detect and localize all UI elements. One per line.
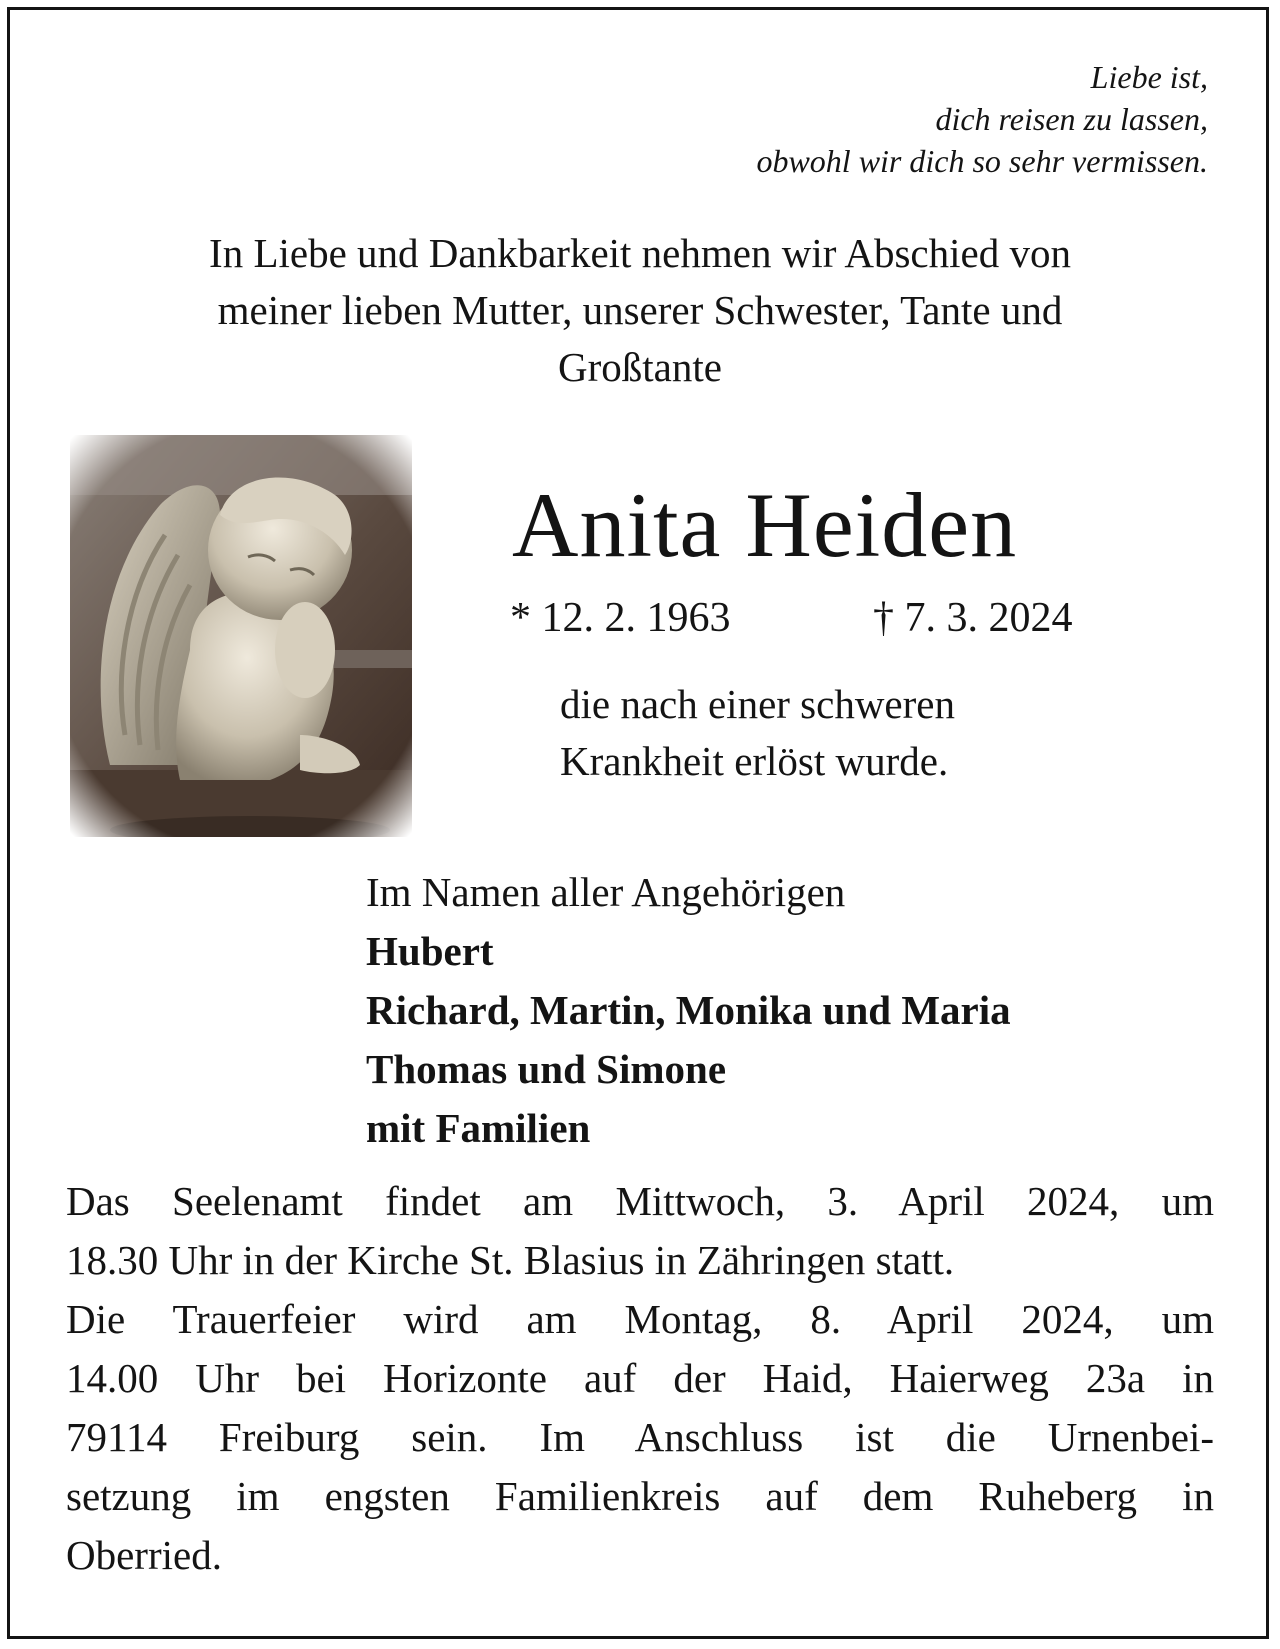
intro-line: Großtante (558, 344, 722, 390)
subtitle-line: Krankheit erlöst wurde. (560, 738, 949, 784)
subtitle-line: die nach einer schweren (560, 681, 955, 727)
service-details (66, 1172, 1214, 1585)
signer-name: Hubert (366, 928, 494, 974)
service-line: 79114 Freiburg sein. Im Anschluss ist die Urnenbei- (66, 1414, 1214, 1460)
intro-line: In Liebe und Dankbarkeit nehmen wir Abschied von (209, 230, 1071, 276)
service-line: Das Seelenamt findet am Mittwoch, 3. April 2024, um (66, 1178, 1214, 1224)
birth-date: * 12. 2. 1963 (510, 595, 731, 641)
service-line: Oberried. (66, 1532, 222, 1578)
quote-line: obwohl wir dich so sehr vermissen. (756, 143, 1208, 179)
signer-name: mit Familien (366, 1105, 591, 1151)
angel-figurine-photo (70, 435, 412, 837)
service-line: setzung im engsten Familienkreis auf dem Ruheberg in (66, 1473, 1214, 1519)
subtitle-text (560, 676, 955, 790)
intro-text (60, 225, 1220, 396)
epigraph-quote (756, 56, 1208, 182)
quote-line: Liebe ist, (1090, 59, 1208, 95)
signers-block (366, 863, 1011, 1158)
death-date: † 7. 3. 2024 (873, 595, 1073, 641)
signers-lead: Im Namen aller Angehörigen (366, 869, 846, 915)
deceased-name: Anita Heiden (512, 474, 1018, 576)
service-line: 14.00 Uhr bei Horizonte auf der Haid, Haierweg 23a in (66, 1355, 1214, 1401)
signer-name: Thomas und Simone (366, 1046, 727, 1092)
service-line: 18.30 Uhr in der Kirche St. Blasius in Zähringen statt. (66, 1237, 955, 1283)
service-line: Die Trauerfeier wird am Montag, 8. April 2024, um (66, 1296, 1214, 1342)
intro-line: meiner lieben Mutter, unserer Schwester, Tante und (217, 287, 1063, 333)
quote-line: dich reisen zu lassen, (935, 101, 1208, 137)
signer-name: Richard, Martin, Monika und Maria (366, 987, 1011, 1033)
